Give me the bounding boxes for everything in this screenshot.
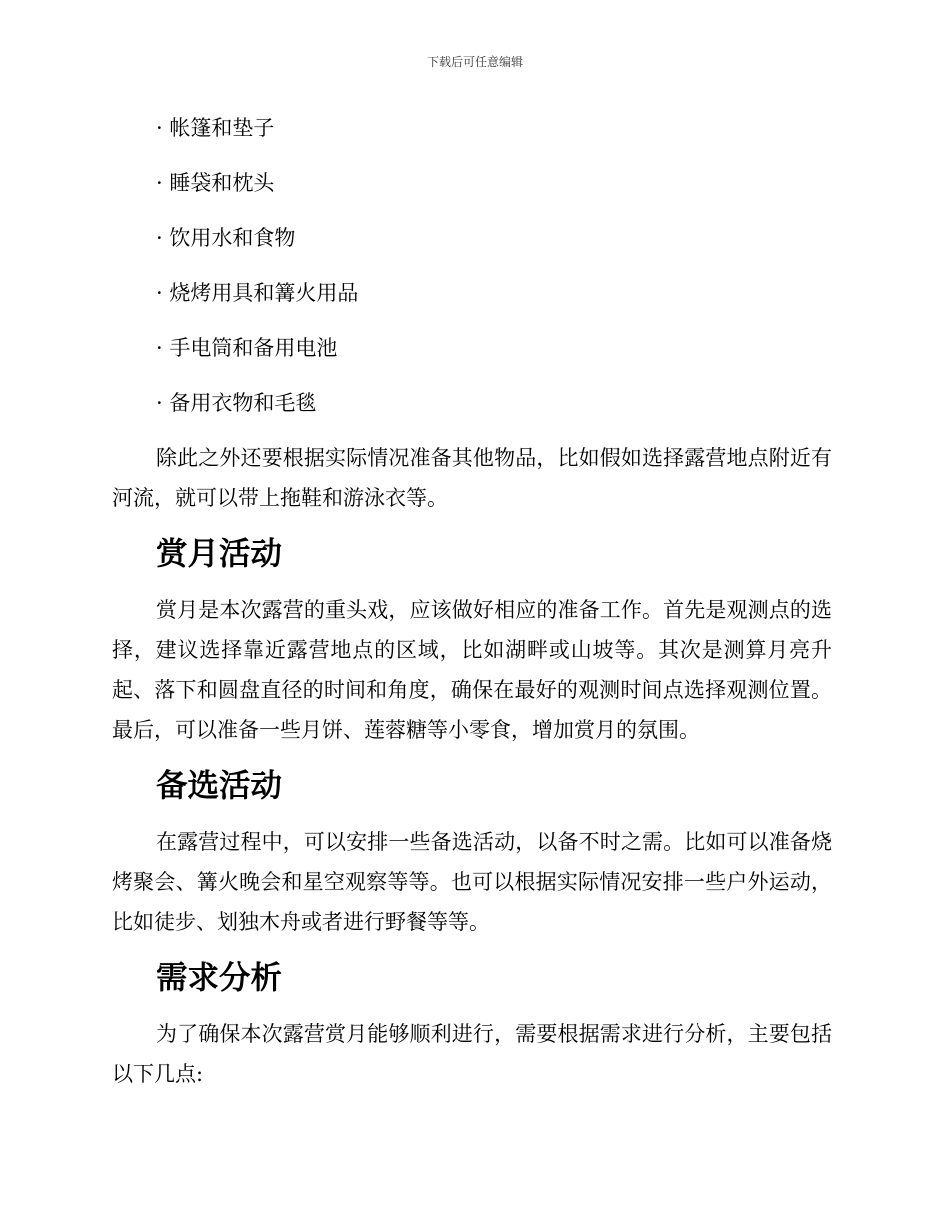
list-item: · 帐篷和垫子 <box>156 116 275 140</box>
list-item: · 睡袋和枕头 <box>156 171 275 195</box>
section-body-alternative-activities: 在露营过程中，可以安排一些备选活动，以备不时之需。比如可以准备烧烤聚会、篝火晚会和星空观察等等。也可以根据实际情况安排一些户外运动，比如徒步、划独木舟或者进行野餐等等。 <box>112 830 832 934</box>
paragraph-extra-items: 除此之外还要根据实际情况准备其他物品，比如假如选择露营地点附近有河流，就可以带上拖鞋和游泳衣等。 <box>112 446 832 510</box>
section-heading-moon-viewing: 赏月活动 <box>156 535 283 572</box>
list-item: · 手电筒和备用电池 <box>156 336 338 360</box>
list-item: · 饮用水和食物 <box>156 226 296 250</box>
section-body-needs-analysis: 为了确保本次露营赏月能够顺利进行，需要根据需求进行分析，主要包括以下几点: <box>112 1022 832 1086</box>
page-header: 下载后可任意编辑 <box>426 55 523 69</box>
section-heading-needs-analysis: 需求分析 <box>156 959 283 996</box>
list-item: · 备用衣物和毛毯 <box>156 391 317 415</box>
list-item: · 烧烤用具和篝火用品 <box>156 281 359 305</box>
section-heading-alternative-activities: 备选活动 <box>156 767 283 804</box>
document-body <box>112 108 832 1110</box>
section-body-moon-viewing: 赏月是本次露营的重头戏，应该做好相应的准备工作。首先是观测点的选择，建议选择靠近露营地点的区域，比如湖畔或山坡等。其次是测算月亮升起、落下和圆盘直径的时间和角度，确保在最好的观测时间点选择观测位置。最后，可以准备一些月饼、莲蓉糖等小零食，增加赏月的氛围。 <box>112 598 832 742</box>
